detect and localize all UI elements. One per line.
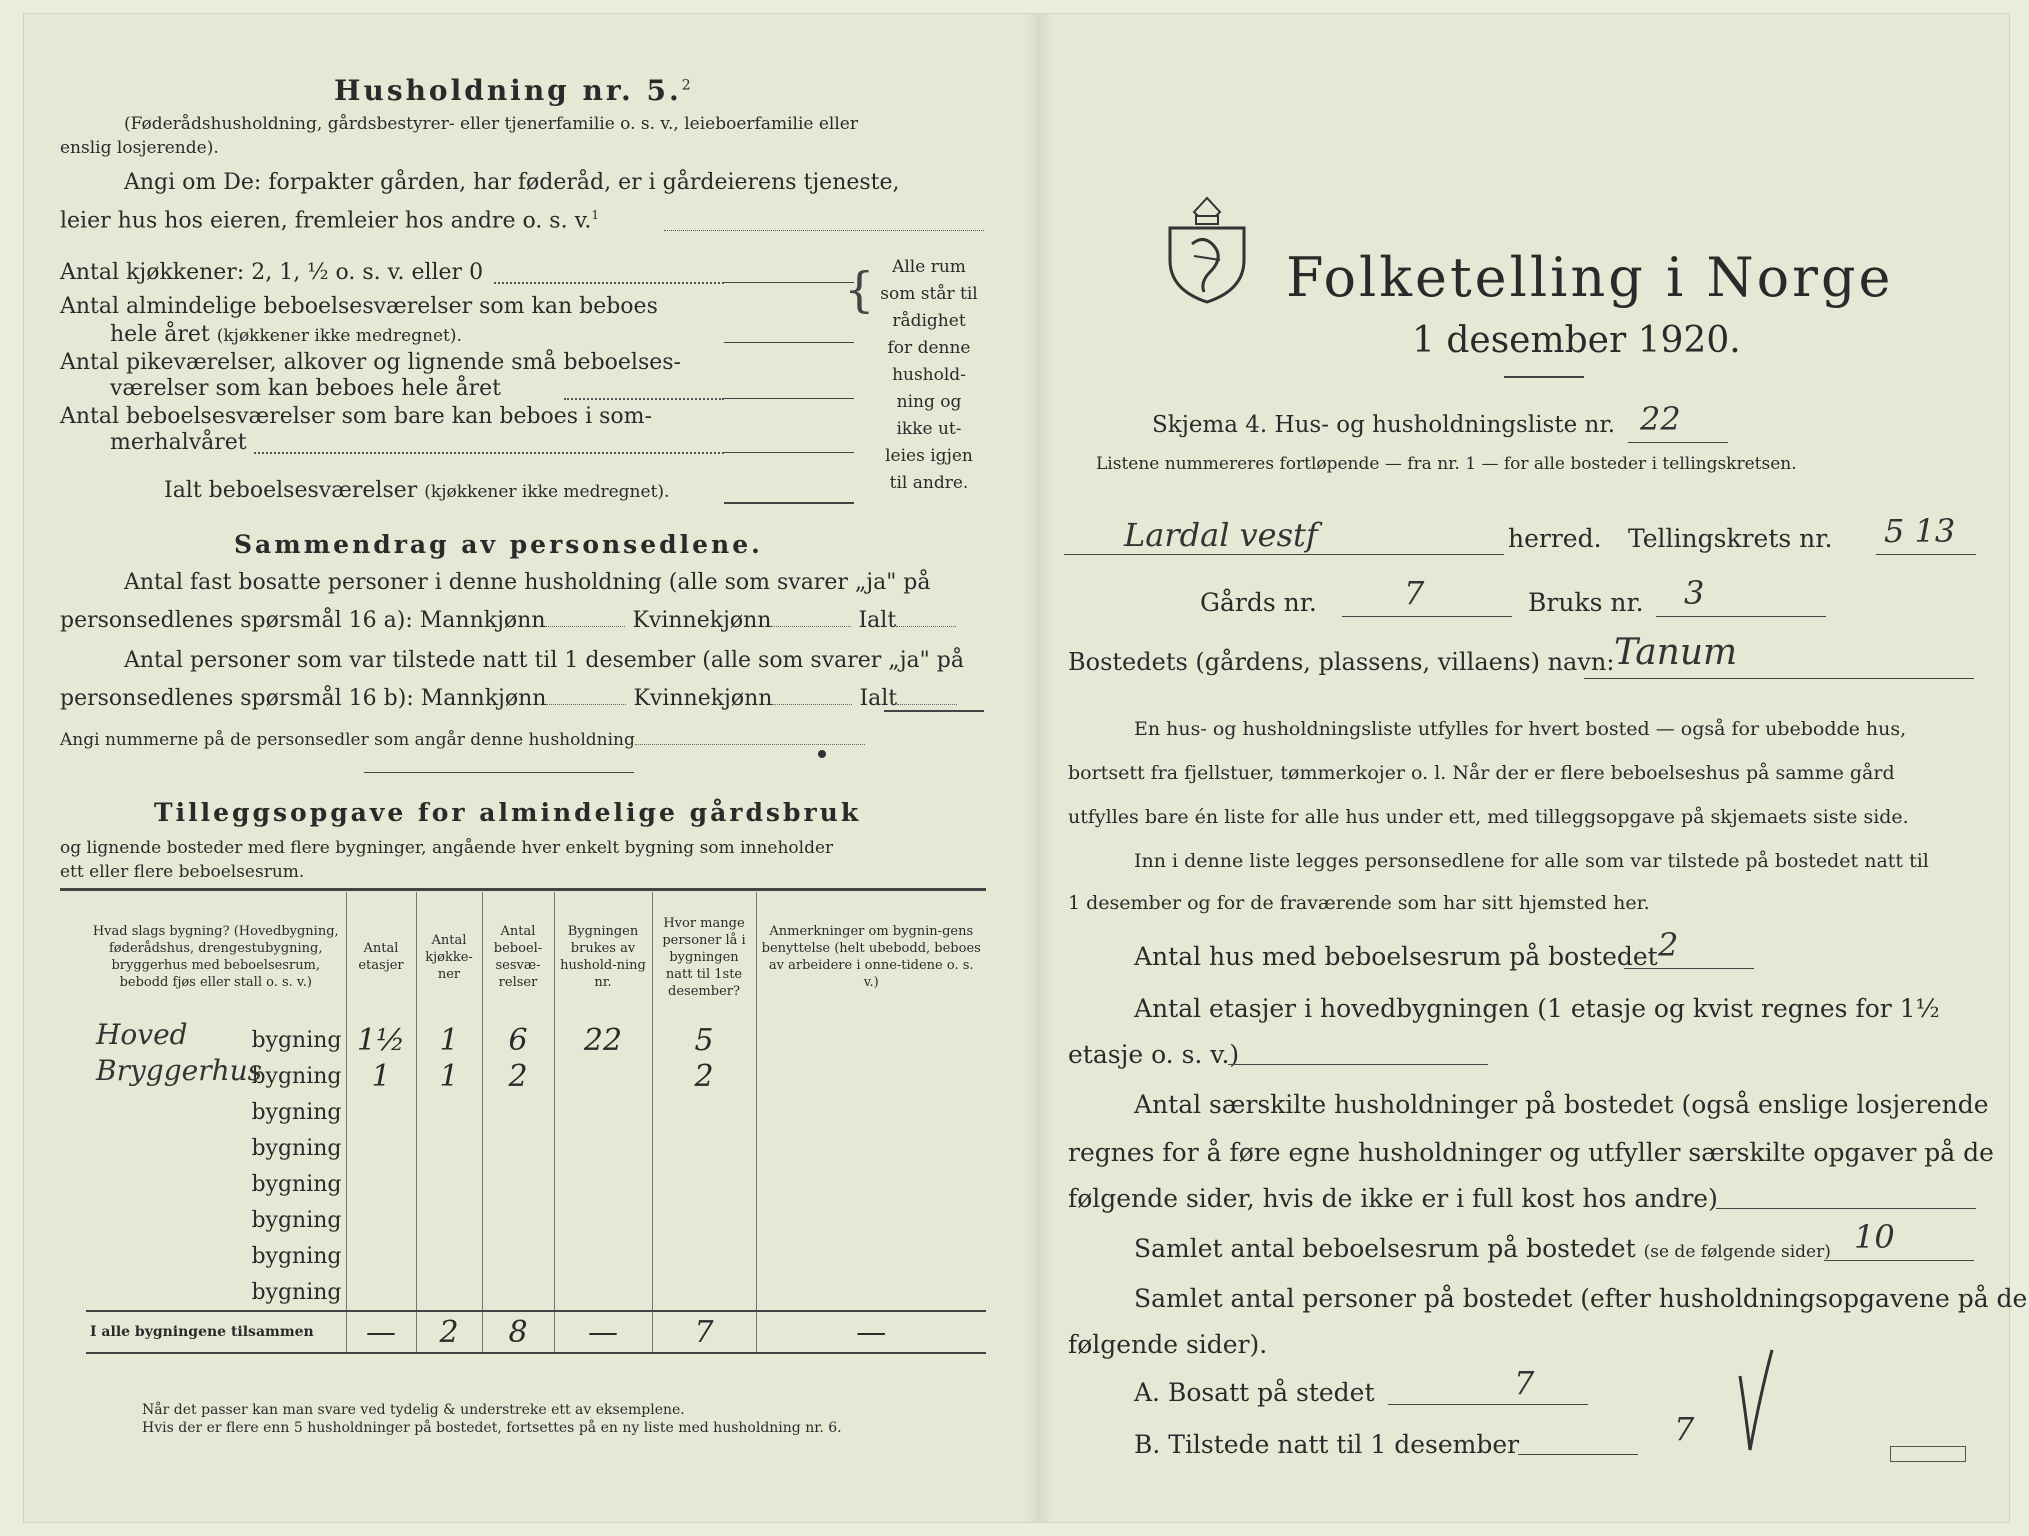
- cell-etasjer: [346, 1130, 416, 1166]
- cell-rum: [482, 1166, 554, 1202]
- cell-anm: [756, 1058, 986, 1094]
- cell-kjokken: [416, 1130, 482, 1166]
- building-table: [86, 892, 986, 1354]
- bruks-value: 3: [1684, 574, 1705, 612]
- building-suffix: bygning: [251, 1027, 342, 1053]
- printer-stamp: [1890, 1446, 1966, 1462]
- cell-pers: [652, 1238, 756, 1274]
- cell-rum: [482, 1094, 554, 1130]
- hush-line-c: følgende sider, hvis de ikke er i full kost hos andre): [1068, 1184, 1718, 1213]
- herred-label: herred.: [1508, 524, 1602, 553]
- total-household: —: [554, 1311, 652, 1353]
- header-rooms: Antal beboel-sesvæ-relser: [482, 892, 554, 1022]
- table-row: [86, 1202, 986, 1238]
- page-fold: [1024, 14, 1054, 1522]
- cell-pers: [652, 1094, 756, 1130]
- total-floors: —: [346, 1311, 416, 1353]
- coat-of-arms-icon: [1164, 194, 1250, 304]
- cell-hush: [554, 1202, 652, 1238]
- tellingskrets-value: 5 13: [1884, 512, 1956, 550]
- info-5: 1 desember og for de fraværende som har sitt hjemsted her.: [1068, 892, 1650, 914]
- cell-etasjer: [346, 1274, 416, 1311]
- samlet-rum: Samlet antal beboelsesrum på bostedet (se de følgende sider): [1134, 1234, 1831, 1263]
- summary-p1a: Antal fast bosatte personer i denne husholdning (alle som svarer „ja" på: [124, 570, 931, 595]
- cell-anm: [756, 1022, 986, 1058]
- bosatt-label: A. Bosatt på stedet: [1134, 1378, 1375, 1407]
- cell-etasjer: [346, 1202, 416, 1238]
- header-building-kind: Hvad slags bygning? (Hovedbygning, føderådshus, drengestubygning, bryggerhus med beboelsesrum, bebodd fjøs eller stall o. s. v.): [92, 924, 339, 990]
- cell-kjokken: 1: [416, 1022, 482, 1058]
- building-suffix: bygning: [251, 1279, 342, 1305]
- cell-kjokken: [416, 1274, 482, 1311]
- hus-label: Antal hus med beboelsesrum på bostedet: [1134, 942, 1658, 971]
- angi-line-1: Angi om De: forpakter gården, har føderåd, er i gårdeierens tjeneste,: [124, 170, 900, 195]
- herred-value: Lardal vestf: [1124, 516, 1318, 554]
- cell-etasjer: [346, 1166, 416, 1202]
- bosatt-value: 7: [1514, 1364, 1535, 1402]
- cell-hush: [554, 1166, 652, 1202]
- building-suffix: bygning: [251, 1135, 342, 1161]
- building-name: Hoved: [96, 1018, 188, 1051]
- building-suffix: bygning: [251, 1099, 342, 1125]
- household-note: (Føderådshusholdning, gårdsbestyrer- eller tjenerfamilie o. s. v., leieboerfamilie eller: [124, 114, 858, 134]
- extra-title: Tilleggsopgave for almindelige gårdsbruk: [154, 798, 862, 827]
- building-name: Bryggerhus: [96, 1054, 263, 1087]
- cell-kjokken: [416, 1166, 482, 1202]
- rooms-3a: Antal beboelsesværelser som bare kan beboes i som-: [60, 404, 652, 429]
- check-mark-icon: [1736, 1346, 1776, 1456]
- samlet-rum-value: 10: [1854, 1218, 1895, 1256]
- bruks-label: Bruks nr.: [1528, 588, 1644, 617]
- schema-line: Skjema 4. Hus- og husholdningsliste nr.: [1152, 412, 1616, 438]
- tilstede-label: B. Tilstede natt til 1 desember: [1134, 1430, 1520, 1459]
- cell-kjokken: [416, 1238, 482, 1274]
- cell-kjokken: [416, 1094, 482, 1130]
- cell-pers: [652, 1274, 756, 1311]
- table-row: [86, 1130, 986, 1166]
- cell-pers: 2: [652, 1058, 756, 1094]
- extra-p1: og lignende bosteder med flere bygninger, angående hver enkelt bygning som inneholder: [60, 838, 834, 858]
- building-kind: [86, 1094, 346, 1130]
- etasjer-line-a: Antal etasjer i hovedbygningen (1 etasje og kvist regnes for 1½: [1134, 994, 1940, 1023]
- cell-etasjer: [346, 1094, 416, 1130]
- table-row: [86, 1166, 986, 1202]
- cell-rum: 2: [482, 1058, 554, 1094]
- gards-value: 7: [1404, 574, 1425, 612]
- numbering-note: Listene nummereres fortløpende — fra nr. 1 — for alle bosteder i tellingskretsen.: [1096, 454, 1797, 474]
- building-kind: [86, 1202, 346, 1238]
- summary-p1b: personsedlenes spørsmål 16 a): Mannkjønn Kvinnekjønn Ialt: [60, 608, 956, 633]
- cell-hush: [554, 1238, 652, 1274]
- header-household: Bygningen brukes av hushold-ning nr.: [554, 892, 652, 1022]
- rooms-total: Ialt beboelsesværelser (kjøkkener ikke medregnet).: [164, 478, 670, 503]
- cell-hush: [554, 1274, 652, 1311]
- summary-p2a: Antal personer som var tilstede natt til 1 desember (alle som svarer „ja" på: [124, 648, 964, 673]
- building-kind: [86, 1166, 346, 1202]
- cell-pers: [652, 1130, 756, 1166]
- tellingskrets-label: Tellingskrets nr.: [1628, 524, 1833, 553]
- cell-rum: 6: [482, 1022, 554, 1058]
- hush-line-a: Antal særskilte husholdninger på bostedet (også enslige losjerende: [1134, 1090, 1989, 1119]
- household-note-2: enslig losjerende).: [60, 138, 219, 158]
- total-remarks: —: [756, 1311, 986, 1353]
- kitchens-label: Antal kjøkkener: 2, 1, ½ o. s. v. eller 0: [60, 260, 484, 285]
- table-row: [86, 1094, 986, 1130]
- cell-anm: [756, 1274, 986, 1311]
- schema-number: 22: [1640, 400, 1681, 438]
- ink-dot: [818, 750, 826, 758]
- tilstede-value: 7: [1674, 1410, 1695, 1448]
- summary-title: Sammendrag av personsedlene.: [234, 530, 763, 559]
- table-row: [86, 1274, 986, 1311]
- cell-pers: [652, 1202, 756, 1238]
- total-label: I alle bygningene tilsammen: [86, 1311, 346, 1353]
- etasjer-line-b: etasje o. s. v.): [1068, 1040, 1240, 1069]
- building-kind: [86, 1054, 346, 1094]
- angi-line-2: leier hus hos eieren, fremleier hos andre o. s. v.$^1$: [60, 208, 600, 234]
- cell-rum: [482, 1130, 554, 1166]
- table-row: [86, 1058, 986, 1094]
- cell-anm: [756, 1130, 986, 1166]
- sidenote: Alle rum som står til rådighet for denne hushold- ning og ikke ut- leies igjen til andre.: [880, 257, 978, 493]
- cell-anm: [756, 1238, 986, 1274]
- rooms-2a: Antal pikeværelser, alkover og lignende små beboelses-: [60, 350, 681, 375]
- hush-line-b: regnes for å føre egne husholdninger og utfyller særskilte opgaver på de: [1068, 1138, 1994, 1167]
- cell-kjokken: [416, 1202, 482, 1238]
- summary-p3: Angi nummerne på de personsedler som angår denne husholdning: [60, 730, 865, 750]
- header-remarks: Anmerkninger om bygnin-gens benyttelse (helt ubebodd, beboes av arbeidere i onne-tidene o. s. v.): [756, 892, 986, 1022]
- building-kind: [86, 1274, 346, 1311]
- rooms-1b: hele året (kjøkkener ikke medregnet).: [110, 322, 462, 347]
- info-3: utfylles bare én liste for alle hus under ett, med tilleggsopgave på skjemaets siste side.: [1068, 806, 1909, 828]
- table-header-row: [86, 892, 986, 1022]
- info-1: En hus- og husholdningsliste utfylles for hvert bosted — også for ubebodde hus,: [1134, 718, 1907, 740]
- cell-rum: [482, 1202, 554, 1238]
- building-suffix: bygning: [251, 1171, 342, 1197]
- samlet-pers-b: følgende sider).: [1068, 1330, 1268, 1359]
- cell-hush: [554, 1130, 652, 1166]
- form-title: Folketelling i Norge: [1286, 246, 1894, 309]
- header-persons: Hvor mange personer lå i bygningen natt til 1ste desember?: [652, 892, 756, 1022]
- total-kitchens: 2: [416, 1311, 482, 1353]
- building-suffix: bygning: [251, 1243, 342, 1269]
- info-4: Inn i denne liste legges personsedlene for alle som var tilstede på bostedet natt til: [1134, 850, 1929, 872]
- cell-hush: [554, 1094, 652, 1130]
- hus-value: 2: [1658, 926, 1679, 964]
- building-suffix: bygning: [251, 1063, 342, 1089]
- table-row: [86, 1238, 986, 1274]
- bosted-label: Bostedets (gårdens, plassens, villaens) navn:: [1068, 648, 1615, 676]
- cell-hush: [554, 1058, 652, 1094]
- summary-p2b: personsedlenes spørsmål 16 b): Mannkjønn Kvinnekjønn Ialt: [60, 686, 957, 711]
- footnote-1: Når det passer kan man svare ved tydelig & understreke ett av eksemplene.: [142, 1402, 685, 1418]
- cell-hush: 22: [554, 1022, 652, 1058]
- cell-kjokken: 1: [416, 1058, 482, 1094]
- cell-anm: [756, 1094, 986, 1130]
- cell-etasjer: 1½: [346, 1022, 416, 1058]
- rooms-1a: Antal almindelige beboelsesværelser som kan beboes: [60, 294, 658, 319]
- brace: {: [844, 262, 875, 318]
- extra-p2: ett eller flere beboelsesrum.: [60, 862, 305, 882]
- gards-label: Gårds nr.: [1200, 588, 1317, 617]
- form-date: 1 desember 1920.: [1412, 320, 1741, 361]
- table-total-row: [86, 1311, 986, 1353]
- info-2: bortsett fra fjellstuer, tømmerkojer o. l. Når der er flere beboelseshus på samme gård: [1068, 762, 1895, 784]
- cell-anm: [756, 1202, 986, 1238]
- census-form: [24, 14, 2028, 1522]
- header-floors: Antal etasjer: [346, 892, 416, 1022]
- cell-rum: [482, 1238, 554, 1274]
- cell-etasjer: 1: [346, 1058, 416, 1094]
- bosted-value: Tanum: [1614, 632, 1738, 673]
- rooms-2b: værelser som kan beboes hele året: [110, 376, 501, 401]
- table-row: [86, 1022, 986, 1058]
- total-rooms: 8: [482, 1311, 554, 1353]
- samlet-pers-a: Samlet antal personer på bostedet (efter husholdningsopgavene på de: [1134, 1284, 2028, 1313]
- total-persons: 7: [652, 1311, 756, 1353]
- cell-anm: [756, 1166, 986, 1202]
- household-title: Husholdning nr. 5.$^2$: [334, 74, 691, 107]
- cell-pers: 5: [652, 1022, 756, 1058]
- cell-pers: [652, 1166, 756, 1202]
- building-kind: [86, 1238, 346, 1274]
- rooms-3b: merhalvåret: [110, 430, 247, 455]
- building-suffix: bygning: [251, 1207, 342, 1233]
- cell-etasjer: [346, 1238, 416, 1274]
- building-kind: [86, 1018, 346, 1058]
- header-kitchens: Antal kjøkke-ner: [416, 892, 482, 1022]
- building-kind: [86, 1130, 346, 1166]
- cell-rum: [482, 1274, 554, 1311]
- footnote-2: Hvis der er flere enn 5 husholdninger på bostedet, fortsettes på en ny liste med husholdning nr. 6.: [142, 1420, 842, 1436]
